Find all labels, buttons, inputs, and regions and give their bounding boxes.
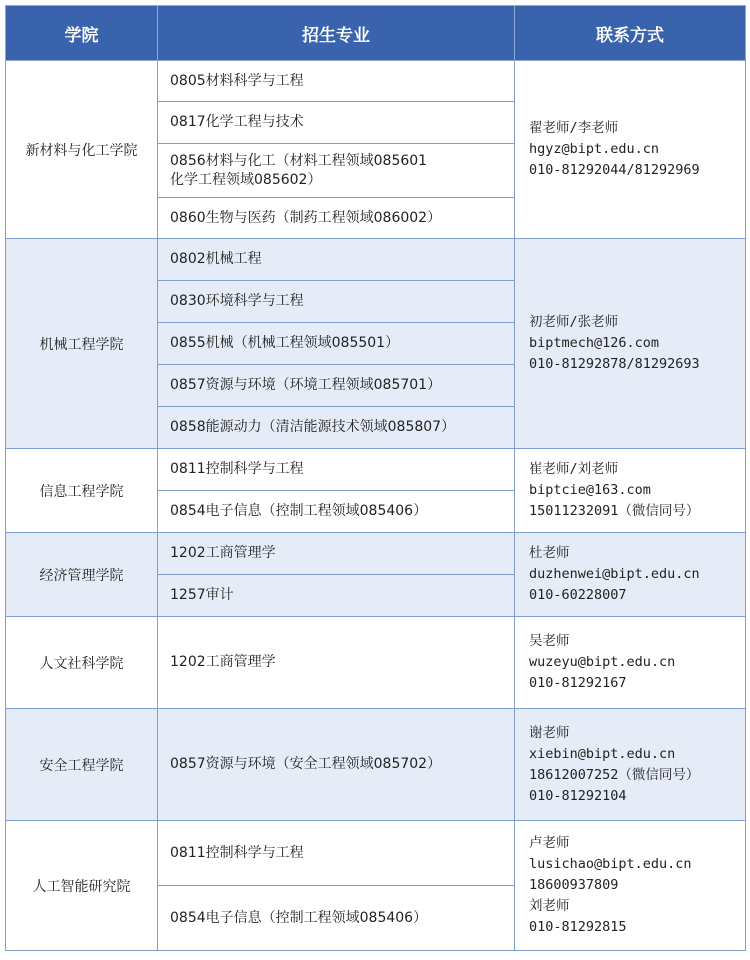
contact-cell [515,821,746,951]
major-cell: 0860生物与医药（制药工程领域086002） [158,198,515,239]
contact-line: 18600937809 [529,877,619,893]
contact-line: biptmech@126.com [529,335,660,351]
table-row [6,533,746,575]
college-cell: 安全工程学院 [6,709,158,821]
contact-line: 刘老师 [529,898,570,914]
major-cell: 1202工商管理学 [158,617,515,709]
contact-line: 谢老师 [529,724,570,741]
table-row [6,821,746,886]
contact-line: 翟老师/李老师 [529,120,619,136]
major-cell: 0855机械（机械工程领域085501） [158,323,515,365]
contact-line: biptcie@163.com [529,482,651,498]
contact-line: 卢老师 [529,835,570,851]
header-row [6,6,746,61]
contact-line: hgyz@bipt.edu.cn [529,141,660,157]
contact-line: 010-81292167 [529,675,627,691]
major-cell: 0830环境科学与工程 [158,281,515,323]
major-cell: 0854电子信息（控制工程领域085406） [158,886,515,951]
contact-line: 010-81292044/81292969 [529,162,700,178]
contact-cell [515,449,746,533]
table-row [6,239,746,281]
contact-line: 010-60228007 [529,587,627,603]
major-cell: 0802机械工程 [158,239,515,281]
contact-line: lusichao@bipt.edu.cn [529,856,692,872]
major-cell: 0857资源与环境（环境工程领域085701） [158,365,515,407]
major-cell: 1202工商管理学 [158,533,515,575]
contact-line: 010-81292878/81292693 [529,356,700,372]
contact-line: 崔老师/刘老师 [529,461,619,477]
header-contact: 联系方式 [515,6,746,61]
contact-line: 初老师/张老师 [529,314,619,330]
table-row [6,449,746,491]
college-cell: 信息工程学院 [6,449,158,533]
contact-cell [515,617,746,709]
major-cell: 0817化学工程与技术 [158,102,515,144]
contact-line: 15011232091（微信同号） [529,503,700,519]
college-cell: 机械工程学院 [6,239,158,449]
major-cell: 0857资源与环境（安全工程领域085702） [158,709,515,821]
table-row [6,617,746,709]
contact-cell [515,533,746,617]
college-cell: 经济管理学院 [6,533,158,617]
contact-cell [515,709,746,821]
contact-line: 18612007252（微信同号） [529,766,700,783]
contact-line: 杜老师 [529,545,570,561]
contact-line: duzhenwei@bipt.edu.cn [529,566,700,582]
major-cell: 1257审计 [158,575,515,617]
major-cell: 0805材料科学与工程 [158,61,515,102]
contact-line: 010-81292815 [529,919,627,935]
college-cell: 人文社科学院 [6,617,158,709]
admissions-table [5,5,746,951]
table-row [6,61,746,102]
header-majors: 招生专业 [158,6,515,61]
major-cell: 0856材料与化工（材料工程领域085601 化学工程领域085602） [158,144,515,198]
major-cell: 0858能源动力（清洁能源技术领域085807） [158,407,515,449]
table-body [6,61,746,951]
contact-cell [515,61,746,239]
contact-cell [515,239,746,449]
table-row [6,709,746,821]
header-college: 学院 [6,6,158,61]
contact-line: xiebin@bipt.edu.cn [529,745,676,762]
college-cell: 新材料与化工学院 [6,61,158,239]
contact-line: 010-81292104 [529,787,627,804]
contact-line: 吴老师 [529,633,570,649]
major-cell: 0811控制科学与工程 [158,449,515,491]
major-cell: 0811控制科学与工程 [158,821,515,886]
college-cell: 人工智能研究院 [6,821,158,951]
contact-line: wuzeyu@bipt.edu.cn [529,654,676,670]
major-cell: 0854电子信息（控制工程领域085406） [158,491,515,533]
